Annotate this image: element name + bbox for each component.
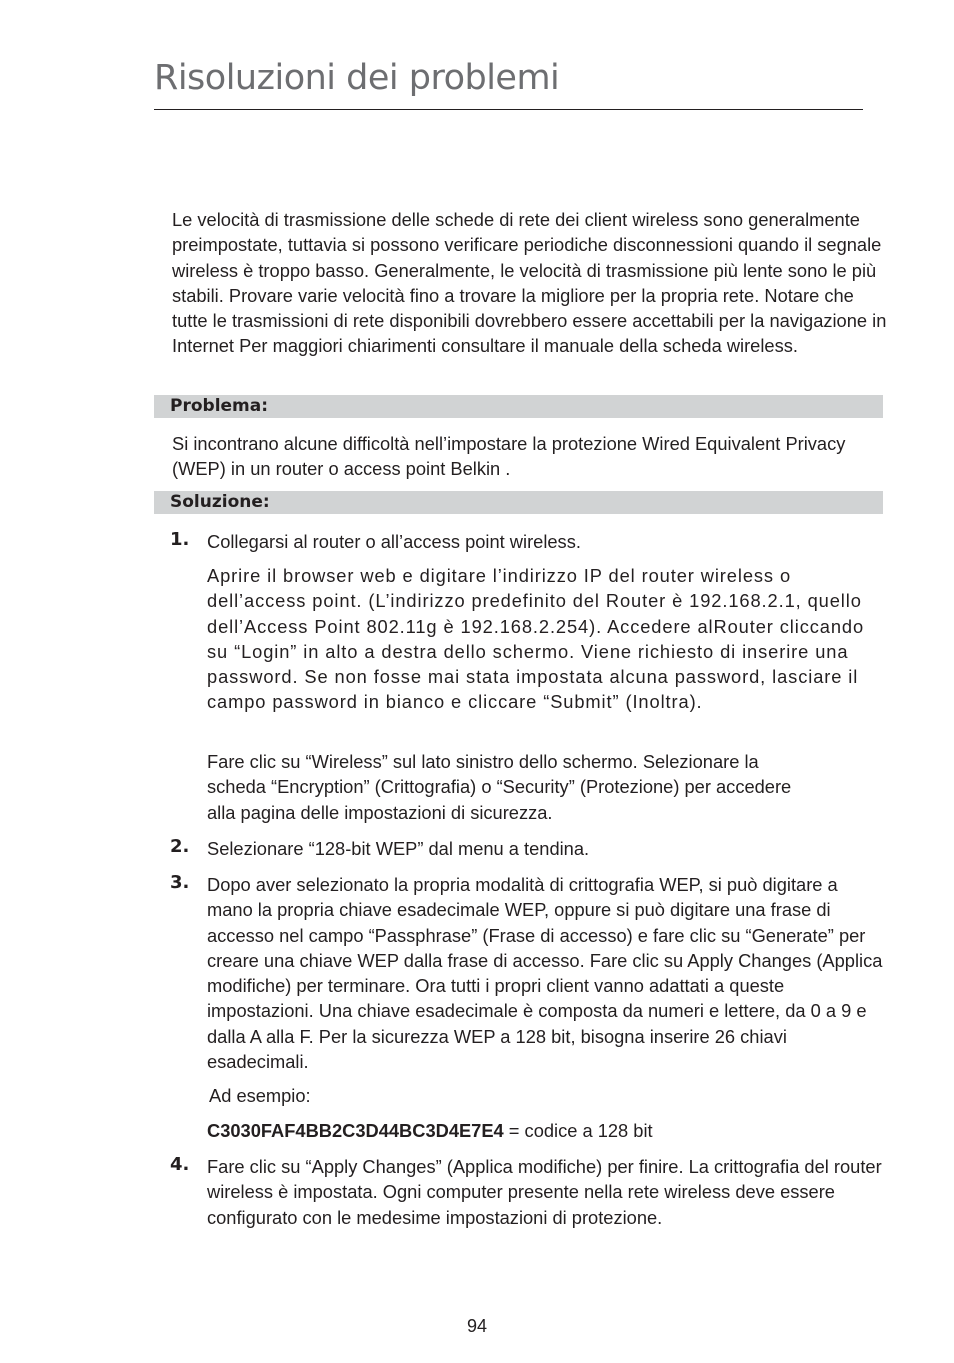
step-1-subparagraph-1: Aprire il browser web e digitare l’indirizzo IP del router wireless o dell’access point. (L’indirizzo predefinito del Router è 192.168.2.1, quello dell’Access Point 802.11g è 192.168.2.254). Accedere alRouter cliccando su “Login” in alto a destra dello schermo. Viene richiesto di inserire una password. Se non fosse mai stata impostata alcuna password, lasciare il campo password in bianco e cliccare “Submit” (Inoltra). — [207, 565, 865, 713]
problem-heading-band — [154, 395, 883, 418]
solution-heading-band — [154, 491, 883, 514]
example-line — [207, 1118, 887, 1143]
step-number-3: 3. — [170, 872, 190, 893]
problem-heading: Problema: — [170, 396, 269, 416]
step-4-text: Fare clic su “Apply Changes” (Applica modifiche) per finire. La crittografia del router wireless è impostata. Ogni computer presente nella rete wireless deve essere configurato con le medesime impostazioni di protezione. — [207, 1156, 882, 1228]
page-number: 94 — [466, 1316, 488, 1336]
example-key-description: = codice a 128 bit — [503, 1120, 653, 1141]
example-label: Ad esempio: — [209, 1085, 311, 1106]
problem-text: Si incontrano alcune difficoltà nell’impostare la protezione Wired Equivalent Privacy (WEP) in un router o access point Belkin . — [172, 433, 846, 480]
solution-heading: Soluzione: — [170, 492, 270, 512]
step-number-4: 4. — [170, 1154, 190, 1175]
step-number-2: 2. — [170, 836, 190, 857]
step-number-1: 1. — [170, 529, 190, 550]
step-1-text: Collegarsi al router o all’access point wireless. — [207, 531, 581, 552]
example-hex-key: C3030FAF4BB2C3D44BC3D4E7E4 — [207, 1120, 504, 1141]
step-3-text: Dopo aver selezionato la propria modalità di crittografia WEP, si può digitare a mano la propria chiave esadecimale WEP, oppure si può digitare una frase di accesso nel campo “Passphrase” (Frase di accesso) e fare clic su “Generate” per creare una chiave WEP dalla frase di accesso. Fare clic su Apply Changes (Applica modifiche) per terminare. Ora tutti i propri client vanno adattati a queste impostazioni. Una chiave esadecimale è composta da numeri e lettere, da 0 a 9 e dalla A alla F. Per la sicurezza WEP a 128 bit, bisogna inserire 26 chiavi esadecimali. — [207, 874, 883, 1073]
intro-paragraph: Le velocità di trasmissione delle schede di rete dei client wireless sono generalmente preimpostate, tuttavia si possono verificare periodiche disconnessioni quando il segnale wireless è troppo basso. Generalmente, le velocità di trasmissione più lente sono le più stabili. Provare varie velocità fino a trovare la migliore per la propria rete. Notare che tutte le trasmissioni di rete disponibili dovrebbero essere accettabili per la navigazione in Internet Per maggiori chiarimenti consultare il manuale della scheda wireless. — [172, 209, 887, 357]
page-title: Risoluzioni dei problemi — [154, 58, 560, 98]
step-2-text: Selezionare “128-bit WEP” dal menu a tendina. — [207, 838, 590, 859]
title-divider — [154, 109, 863, 110]
step-1-subparagraph-2: Fare clic su “Wireless” sul lato sinistro dello schermo. Selezionare la scheda “Encryption” (Crittografia) o “Security” (Protezione) per accedere alla pagina delle impostazioni di sicurezza. — [207, 751, 792, 823]
